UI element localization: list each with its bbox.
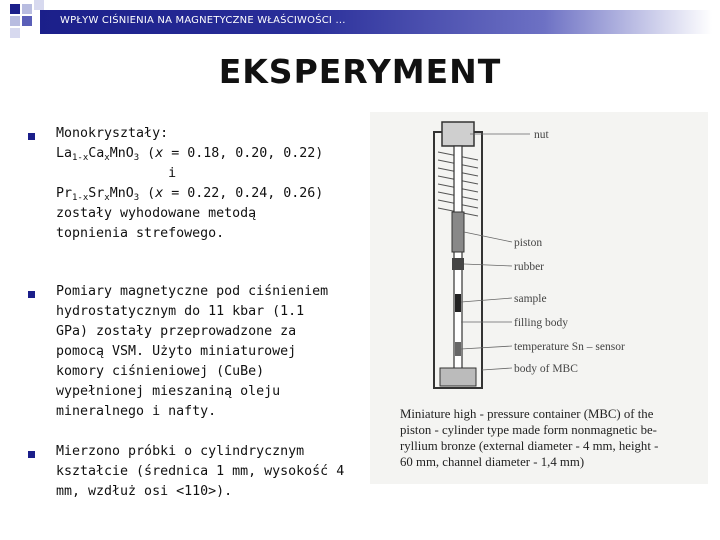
subscript-text: x <box>104 193 110 203</box>
slide-title: EKSPERYMENT <box>218 52 502 91</box>
bullet-line <box>56 302 374 322</box>
text-fragment: i <box>56 166 177 181</box>
caption-line: piston - cylinder type made form nonmagnetic be- <box>400 423 657 437</box>
bullet-line <box>56 462 374 482</box>
text-fragment: Pomiary magnetyczne pod ciśnieniem <box>56 284 329 299</box>
text-fragment: kształcie (średnica 1 mm, wysokość 4 <box>56 464 345 479</box>
bullet-marker-1 <box>28 133 35 140</box>
leader-lines <box>461 134 530 370</box>
subscript-text: 3 <box>133 153 140 163</box>
text-fragment: MnO <box>109 186 134 201</box>
bullet-marker-3 <box>28 451 35 458</box>
subscript-text: 1-x <box>72 153 89 163</box>
text-fragment: ( <box>139 146 156 161</box>
deco-square-3 <box>10 16 20 26</box>
text-fragment: Ca <box>88 146 105 161</box>
subscript-text: 3 <box>133 193 140 203</box>
bullet-marker-2 <box>28 291 35 298</box>
text-fragment: Sr <box>88 186 105 201</box>
figure-caption <box>400 406 705 470</box>
label-sample: sample <box>514 293 547 305</box>
sensor-part <box>455 342 461 356</box>
label-filling-body: filling body <box>514 317 568 329</box>
bullet-line <box>56 204 374 224</box>
text-fragment: wypełnionej mieszaniną oleju <box>56 384 281 399</box>
text-fragment: pomocą VSM. Użyto miniaturowej <box>56 344 297 359</box>
text-fragment: topnienia strefowego. <box>56 226 225 241</box>
caption-line: Miniature high - pressure container (MBC) of the <box>400 407 654 421</box>
bullet-line <box>56 282 374 302</box>
sample-part <box>455 294 461 312</box>
text-fragment: mineralnego i nafty. <box>56 404 217 419</box>
text-fragment: x <box>155 186 164 201</box>
text-fragment: komory ciśnieniowej (CuBe) <box>56 364 265 379</box>
bullet-line <box>56 184 374 204</box>
text-fragment: mm, wzdłuż osi <110>). <box>56 484 233 499</box>
text-fragment: GPa) zostały przeprowadzone za <box>56 324 297 339</box>
piston-part <box>452 212 464 252</box>
text-fragment: = 0.22, 0.24, 0.26) <box>163 186 324 201</box>
label-nut: nut <box>534 129 549 141</box>
caption-line: ryllium bronze (external diameter - 4 mm, height - <box>400 439 659 453</box>
text-fragment: Pr <box>56 186 73 201</box>
bullet-line <box>56 382 374 402</box>
label-body-of-mbc: body of MBC <box>514 363 578 375</box>
deco-square-6 <box>10 28 20 38</box>
deco-square-5 <box>34 0 44 10</box>
subscript-text: 1-x <box>72 193 89 203</box>
text-fragment: = 0.18, 0.20, 0.22) <box>163 146 324 161</box>
bullet-line <box>56 164 374 184</box>
bullet-line <box>56 342 374 362</box>
label-temperature-sensor: temperature Sn – sensor <box>514 341 625 353</box>
label-piston: piston <box>514 237 543 249</box>
bullet-text-2 <box>56 282 374 422</box>
text-fragment: Mierzono próbki o cylindrycznym <box>56 444 305 459</box>
text-fragment: hydrostatycznym do 11 kbar (1.1 <box>56 304 305 319</box>
bullet-line <box>56 362 374 382</box>
text-fragment: x <box>155 146 164 161</box>
rubber-part <box>452 258 464 270</box>
text-fragment: zostały wyhodowane metodą <box>56 206 257 221</box>
subscript-text: x <box>104 153 110 163</box>
bullet-text-3 <box>56 442 374 502</box>
text-fragment: La <box>56 146 73 161</box>
bullet-line <box>56 224 374 244</box>
bottom-plug <box>440 368 476 386</box>
text-fragment: ( <box>139 186 156 201</box>
deco-square-4 <box>22 16 32 26</box>
bullet-line <box>56 144 374 164</box>
text-fragment: MnO <box>109 146 134 161</box>
bullet-line <box>56 482 374 502</box>
deco-square-2 <box>22 4 32 14</box>
deco-square-1 <box>10 4 20 14</box>
bullet-text-1 <box>56 124 374 244</box>
bullet-line <box>56 124 374 144</box>
bullet-line <box>56 402 374 422</box>
caption-line: 60 mm, channel diameter - 1,4 mm) <box>400 455 585 469</box>
bullet-line <box>56 322 374 342</box>
nut-part <box>442 122 474 146</box>
label-rubber: rubber <box>514 261 545 273</box>
header-title: WPŁYW CIŚNIENIA NA MAGNETYCZNE WŁAŚCIWOŚCI ... <box>60 15 346 26</box>
text-fragment: Monokryształy: <box>56 126 169 141</box>
bullet-line <box>56 442 374 462</box>
